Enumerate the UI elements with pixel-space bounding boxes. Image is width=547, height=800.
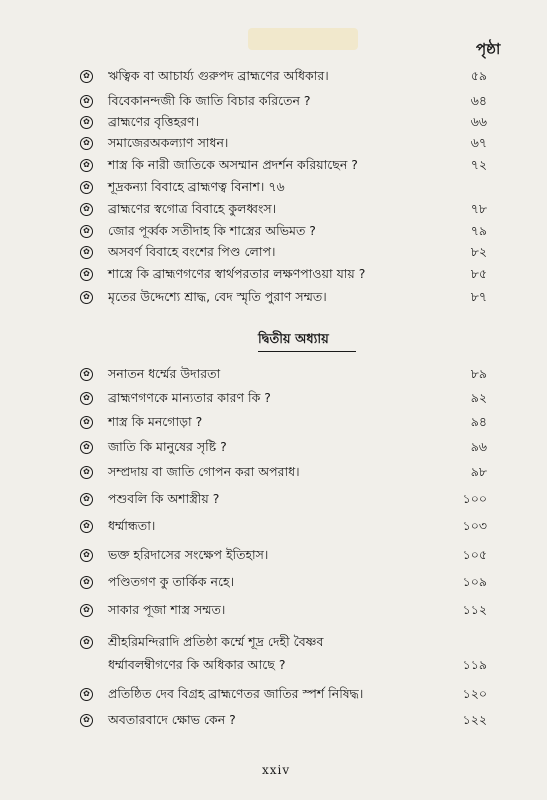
toc-entry-title: প্রতিষ্ঠিত দেব বিগ্রহ ব্রাহ্মণেতর জাতির স্পর্শ নিষিদ্ধ। — [108, 686, 364, 701]
chapter-underline — [258, 351, 356, 352]
toc-entry-page: ১২০ — [462, 686, 487, 701]
toc-entry-page: ১০০ — [462, 491, 487, 506]
toc-entry-page: ৭২ — [470, 157, 487, 172]
toc-entry — [0, 177, 547, 199]
toc-entry-title: শাস্ত্র কি মনগোড়া ? — [108, 414, 203, 429]
toc-entry — [0, 684, 547, 706]
toc-entry — [0, 462, 547, 484]
toc-entry — [0, 437, 547, 459]
toc-entry — [0, 572, 547, 594]
toc-entry-page: ৮৭ — [470, 289, 487, 304]
toc-entry-page: ১০৩ — [462, 518, 487, 533]
toc-entry-title: সমাজেরঅকল্যাণ সাধন। — [108, 135, 229, 150]
flower-bullet-icon: ✿ — [80, 576, 93, 589]
toc-entry — [0, 710, 547, 732]
toc-entry — [0, 287, 547, 309]
toc-entry-page: ৯২ — [470, 390, 487, 405]
toc-entry-page: ৯৮ — [470, 464, 487, 479]
toc-entry — [0, 655, 547, 677]
toc-entry-title: শূদ্রকন্যা বিবাহে ব্রাহ্মণত্ব বিনাশ। ৭৬ — [108, 179, 285, 194]
toc-entry — [0, 600, 547, 622]
toc-entry-title: ধর্ম্মান্ধতা। — [108, 518, 156, 533]
flower-bullet-icon: ✿ — [80, 604, 93, 617]
toc-entry — [0, 133, 547, 155]
chapter-heading: দ্বিতীয় অধ্যায় — [258, 332, 329, 347]
toc-entry-page: ৭৯ — [470, 223, 487, 238]
flower-bullet-icon: ✿ — [80, 520, 93, 533]
toc-entry — [0, 388, 547, 410]
toc-entry-page: ১২২ — [462, 712, 487, 727]
toc-entry-title: ভক্ত হরিদাসের সংক্ষেপ ইতিহাস। — [108, 547, 269, 562]
toc-entry-page: ১১৯ — [462, 657, 487, 672]
toc-entry-title: ঋত্বিক বা আচার্য্য গুরুপদ ব্রাহ্মণের অধিকার। — [108, 68, 329, 83]
toc-entry-title: বিবেকানন্দজী কি জাতি বিচার করিতেন ? — [108, 93, 311, 108]
toc-entry-title: জাতি কি মানুষের সৃষ্টি ? — [108, 439, 227, 454]
flower-bullet-icon: ✿ — [80, 392, 93, 405]
flower-bullet-icon: ✿ — [80, 137, 93, 150]
toc-entry-title: সাকার পূজা শাস্ত্র সম্মত। — [108, 602, 226, 617]
toc-entry — [0, 264, 547, 286]
toc-entry — [0, 516, 547, 538]
toc-entry-page: ৮২ — [470, 244, 487, 259]
page-column-label: পৃষ্ঠা — [476, 40, 501, 58]
toc-entry-page: ১১২ — [462, 602, 487, 617]
toc-entry — [0, 91, 547, 113]
toc-entry-page: ১০৯ — [462, 574, 487, 589]
toc-entry-title: ধর্ম্মাবলম্বীগণের কি অধিকার আছে ? — [108, 657, 286, 672]
header-smudge — [248, 28, 358, 50]
toc-entry-page: ৯৪ — [470, 414, 487, 429]
flower-bullet-icon: ✿ — [80, 225, 93, 238]
toc-entry-title: সনাতন ধর্ম্মের উদারতা — [108, 366, 221, 381]
flower-bullet-icon: ✿ — [80, 441, 93, 454]
flower-bullet-icon: ✿ — [80, 70, 93, 83]
flower-bullet-icon: ✿ — [80, 159, 93, 172]
toc-entry — [0, 66, 547, 88]
toc-entry-title: শাস্ত্র কি নারী জাতিকে অসম্মান প্রদর্শন করিয়াছেন ? — [108, 157, 358, 172]
toc-entry — [0, 221, 547, 243]
toc-entry-page: ৭৮ — [470, 201, 487, 216]
toc-entry-title: সম্প্রদায় বা জাতি গোপন করা অপরাধ। — [108, 464, 300, 479]
toc-entry-page: ৮৫ — [470, 266, 487, 281]
toc-entry-title: ব্রাহ্মণের বৃত্তিহরণ। — [108, 114, 200, 129]
toc-entry-page: ৬৬ — [470, 114, 487, 129]
toc-entry-title: অসবর্ণ বিবাহে বংশের পিণ্ড লোপ। — [108, 244, 276, 259]
flower-bullet-icon: ✿ — [80, 291, 93, 304]
toc-entry — [0, 112, 547, 134]
toc-entry-title: মৃতের উদ্দেশ্যে শ্রাদ্ধ, বেদ স্মৃতি পুরাণ সম্মত। — [108, 289, 327, 304]
flower-bullet-icon: ✿ — [80, 203, 93, 216]
flower-bullet-icon: ✿ — [80, 688, 93, 701]
toc-entry-page: ৫৯ — [470, 68, 487, 83]
flower-bullet-icon: ✿ — [80, 549, 93, 562]
toc-entry-title: অবতারবাদে ক্ষোভ কেন ? — [108, 712, 236, 727]
flower-bullet-icon: ✿ — [80, 714, 93, 727]
flower-bullet-icon: ✿ — [80, 246, 93, 259]
toc-entry — [0, 632, 547, 654]
flower-bullet-icon: ✿ — [80, 268, 93, 281]
toc-entry-title: ব্রাহ্মণের স্বগোত্র বিবাহে কুলধ্বংস। — [108, 201, 277, 216]
flower-bullet-icon: ✿ — [80, 466, 93, 479]
toc-entry-title: জোর পূর্ব্বক সতীদাহ কি শাস্ত্রের অভিমত ? — [108, 223, 316, 238]
toc-entry-title: ব্রাহ্মণগণকে মান্যতার কারণ কি ? — [108, 390, 271, 405]
toc-entry-title: পশুবলি কি অশাস্ত্রীয় ? — [108, 491, 220, 506]
toc-entry-page: ৬৭ — [470, 135, 487, 150]
toc-entry — [0, 364, 547, 386]
flower-bullet-icon: ✿ — [80, 181, 93, 194]
toc-entry — [0, 545, 547, 567]
toc-entry — [0, 489, 547, 511]
toc-entry-title: শ্রীহরিমন্দিরাদি প্রতিষ্ঠা কর্ম্মে শূদ্র দেহী বৈষ্ণব — [108, 634, 324, 649]
toc-entry-page: ৮৯ — [470, 366, 487, 381]
flower-bullet-icon: ✿ — [80, 416, 93, 429]
toc-entry — [0, 155, 547, 177]
flower-bullet-icon: ✿ — [80, 368, 93, 381]
toc-entry — [0, 199, 547, 221]
flower-bullet-icon: ✿ — [80, 636, 93, 649]
page-number-footer: xxiv — [262, 763, 291, 777]
flower-bullet-icon: ✿ — [80, 493, 93, 506]
toc-entry-page: ৯৬ — [470, 439, 487, 454]
toc-entry-title: শাস্ত্রে কি ব্রাহ্মণগণের স্বার্থপরতার লক্ষণপাওয়া যায় ? — [108, 266, 366, 281]
toc-entry-page: ১০৫ — [462, 547, 487, 562]
toc-entry — [0, 412, 547, 434]
flower-bullet-icon: ✿ — [80, 95, 93, 108]
toc-entry-title: পণ্ডিতগণ কু তার্কিক নহে। — [108, 574, 235, 589]
toc-entry — [0, 242, 547, 264]
flower-bullet-icon: ✿ — [80, 116, 93, 129]
toc-entry-page: ৬৪ — [470, 93, 487, 108]
